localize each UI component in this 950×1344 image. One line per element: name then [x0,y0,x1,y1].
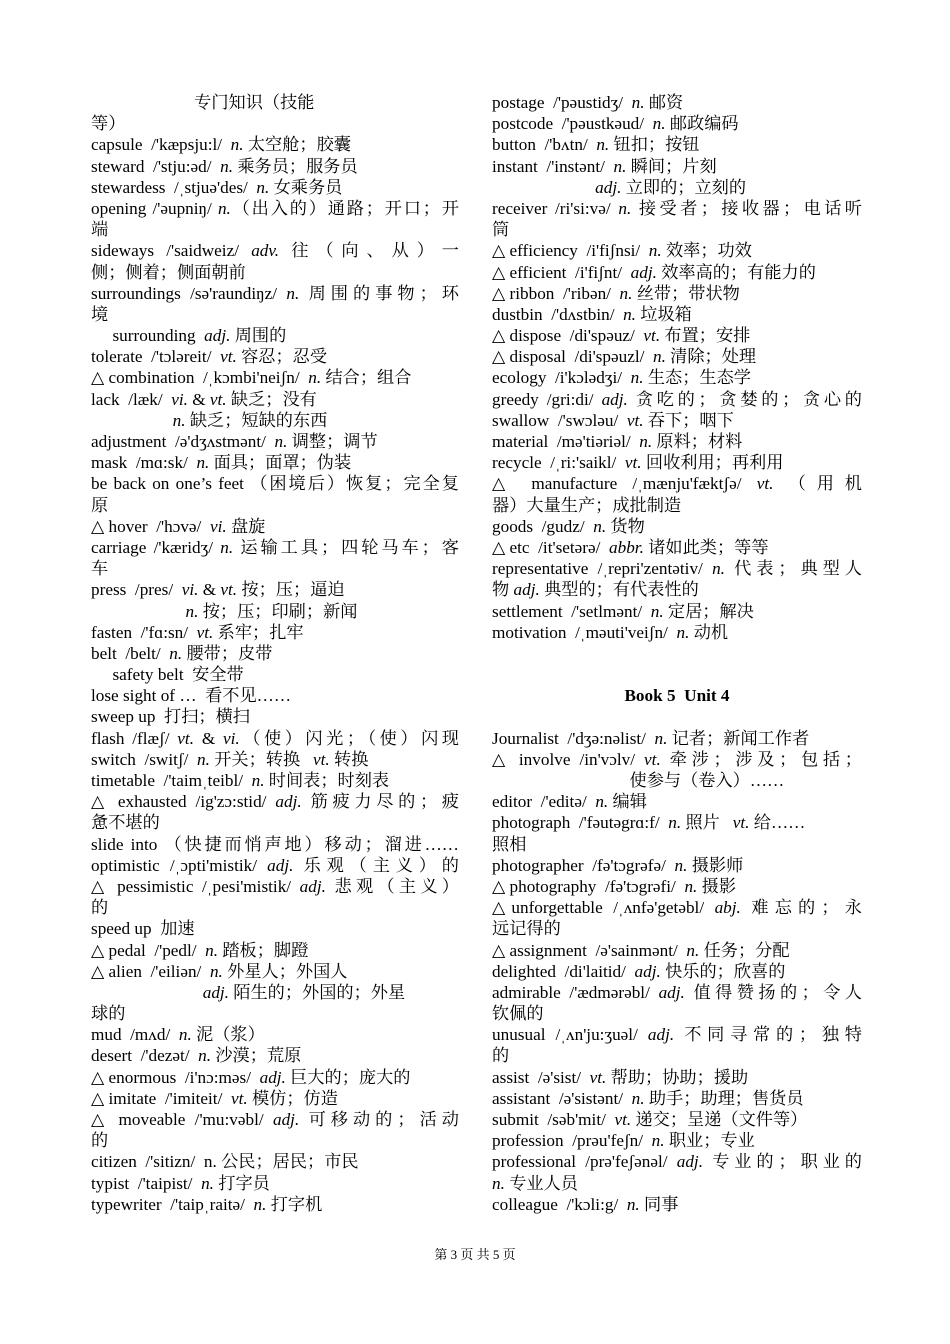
vocab-line: greedy /gri:di/ adj. 贪吃的；贪婪的；贪心的 [492,389,862,409]
vocab-line: goods /gudz/ n. 货物 [492,516,645,536]
vocab-line: 端 [91,220,109,240]
vocab-line: assist /ə'sist/ vt. 帮助；协助；援助 [492,1067,749,1087]
vocab-line: △unforgettable /ˌʌnfə'getəbl/ abj. 难忘的；永 [492,898,862,918]
vocab-line: capsule /'kæpsju:l/ n. 太空舱；胶囊 [91,135,351,155]
vocab-line: receiver /ri'si:və/ n. 接受者；接收器；电话听 [492,198,862,218]
vocab-line: ecology /i'kɔlədʒi/ n. 生态；生态学 [492,368,751,388]
vocab-line: motivation /ˌməuti'veiʃn/ n. 动机 [492,622,729,642]
vocab-line: delighted /di'laitid/ adj. 快乐的；欣喜的 [492,961,786,981]
vocab-line: fasten /'fɑ:sn/ vt. 系牢；扎牢 [91,622,304,642]
vocab-line: 车 [91,559,109,579]
vocab-line: △ hover /'hɔvə/ vi. 盘旋 [91,516,266,536]
vocab-line: 筒 [492,220,510,240]
vocab-line: 专门知识（技能 [91,93,315,112]
vocab-line: belt /belt/ n. 腰带；皮带 [91,643,273,663]
vocab-line: surroundings /sə'raundiŋz/ n. 周围的事物；环 [91,283,459,303]
vocab-line: △ involve /in'vɔlv/ vt. 牵涉；涉及；包括； [492,749,862,769]
vocab-line: 物 adj. 典型的；有代表性的 [492,580,699,600]
vocab-line [492,643,862,664]
vocab-line: 远记得的 [492,919,561,939]
vocab-line: △ dispose /di'spəuz/ vt. 布置；安排 [492,326,751,346]
vocab-line: desert /'dezət/ n. 沙漠；荒原 [91,1046,302,1066]
vocab-line: submit /səb'mit/ vt. 递交；呈递（文件等） [492,1110,808,1129]
vocab-line: profession /prəu'feʃn/ n. 职业；专业 [492,1131,755,1151]
vocab-line: mask /mɑ:sk/ n. 面具；面罩；伪装 [91,453,352,473]
vocab-line: △ pessimistic /ˌpesi'mistik/ adj. 悲观（主义） [91,876,459,896]
vocab-line: unusual /ˌʌn'ju:ʒuəl/ adj. 不同寻常的；独特 [492,1025,862,1045]
vocab-line: optimistic /ˌɔpti'mistik/ adj. 乐观（主义）的 [91,855,459,875]
vocab-line: press /pres/ vi. & vt. 按；压；逼迫 [91,580,345,600]
vocab-line: △ disposal /di'spəuzl/ n. 清除；处理 [492,347,757,367]
vocab-line: △ assignment /ə'sainmənt/ n. 任务；分配 [492,940,790,960]
vocab-line: sweep up 打扫；横扫 [91,707,250,727]
vocab-line: 器）大量生产；成批制造 [492,495,682,515]
vocab-line: n. 缺乏；短缺的东西 [172,410,328,430]
page-footer: 第 3 页 共 5 页 [434,1247,516,1262]
vocab-line: 侧；侧着；侧面朝前 [91,262,246,282]
vocab-line: material /mə'tiəriəl/ n. 原料；材料 [492,432,743,451]
vocab-line: △ etc /it'setərə/ abbr. 诸如此类；等等 [492,537,769,557]
vocab-line: dustbin /'dʌstbin/ n. 垃圾箱 [492,304,692,324]
vocab-line: representative /ˌrepri'zentətiv/ n. 代表；典型人 [492,559,862,579]
vocab-line: button /'bʌtn/ n. 钮扣；按钮 [492,135,700,155]
vocab-line: photograph /'fəutəgrɑ:f/ n. 照片 vt. 给…… [492,813,806,833]
vocab-line: △ manufacture /ˌmænju'fæktʃə/ vt. （用机 [492,474,862,494]
vocab-line: △ photography /fə'tɔgrəfi/ n. 摄影 [492,876,737,896]
vocab-line: △ efficient /i'fiʃnt/ adj. 效率高的；有能力的 [492,262,816,282]
vocab-line: △ imitate /'imiteit/ vt. 模仿；仿造 [91,1088,338,1108]
vocab-line: △ efficiency /i'fiʃnsi/ n. 效率；功效 [492,241,752,261]
vocab-line: 境 [91,304,109,324]
vocab-line: △ combination /ˌkɔmbi'neiʃn/ n. 结合；组合 [91,368,412,388]
vocab-line: sideways /'saidweiz/ adv. 往（向、从）一 [91,241,459,261]
vocab-line: speed up 加速 [91,919,195,939]
vocab-line: 使参与（卷入）…… [492,771,785,790]
vocab-line: slide into （快捷而悄声地）移动；溜进…… [91,834,459,854]
vocab-line: △ exhausted /ig'zɔ:stid/ adj. 筋疲力尽的；疲 [91,792,459,812]
vocab-line: citizen /'sitizn/ n. 公民；居民；市民 [91,1152,359,1172]
vocab-line: settlement /'setlmənt/ n. 定居；解决 [492,601,754,621]
vocab-line: △ alien /'eiliən/ n. 外星人；外国人 [91,961,348,981]
vocab-line: △ enormous /i'nɔ:məs/ adj. 巨大的；庞大的 [91,1067,411,1087]
vocab-line: adj. 立即的；立刻的 [595,177,747,197]
vocab-line: admirable /'ædmərəbl/ adj. 值得赞扬的；令人 [492,982,862,1002]
vocab-line: 原 [91,495,109,515]
vocab-line [492,664,862,685]
vocab-line: switch /switʃ/ n. 开关；转换 vt. 转换 [91,749,369,769]
vocab-line: instant /'instənt/ n. 瞬间；片刻 [492,156,717,176]
vocab-line: timetable /'taimˌteibl/ n. 时间表；时刻表 [91,771,390,790]
vocab-line: lack /læk/ vi. & vt. 缺乏；没有 [91,389,317,409]
right-column [492,92,862,1215]
vocab-line: assistant /ə'sistənt/ n. 助手；助理；售货员 [492,1088,804,1108]
vocab-line: steward /'stju:əd/ n. 乘务员；服务员 [91,156,358,176]
vocab-line: be back on one’s feet （困境后）恢复；完全复 [91,474,459,494]
vocab-line: △ ribbon /'ribən/ n. 丝带；带状物 [492,283,740,303]
vocab-line: photographer /fə'tɔgrəfə/ n. 摄影师 [492,855,744,875]
vocab-line: n. 按；压；印刷；新闻 [185,601,358,621]
vocab-line: adjustment /ə'dʒʌstmənt/ n. 调整；调节 [91,432,378,451]
vocab-line: △ pedal /'pedl/ n. 踏板；脚蹬 [91,940,309,960]
vocab-line: 等） [91,114,126,134]
vocab-line: surrounding adj. 周围的 [91,326,287,346]
vocab-line: editor /'editə/ n. 编辑 [492,792,647,812]
vocab-line: mud /mʌd/ n. 泥（浆） [91,1025,265,1045]
vocab-line: colleague /'kɔli:g/ n. 同事 [492,1194,679,1214]
vocab-line: carriage /'kæridʒ/ n. 运输工具；四轮马车；客 [91,537,459,557]
section-heading: Book 5 Unit 4 [624,686,730,706]
vocab-line: recycle /ˌri:'saikl/ vt. 回收利用；再利用 [492,453,784,473]
vocab-line: 的 [91,898,109,918]
vocab-line: swallow /'swɔləu/ vt. 吞下；咽下 [492,410,734,430]
vocab-line: 球的 [91,1004,126,1024]
vocab-line: professional /prə'feʃənəl/ adj. 专业的；职业的 [492,1152,862,1172]
left-column [91,92,459,1215]
vocab-line: adj. 陌生的；外国的；外星 [202,982,406,1002]
vocab-line: Journalist /'dʒə:nəlist/ n. 记者；新闻工作者 [492,728,810,748]
vocab-line: postage /'pəustidʒ/ n. 邮资 [492,93,684,112]
vocab-line: 照相 [492,834,527,854]
vocab-line: n. 专业人员 [492,1173,578,1193]
vocab-line: typist /'taipist/ n. 打字员 [91,1173,270,1193]
vocab-line: △ moveable /'mu:vəbl/ adj. 可移动的；活动 [91,1110,459,1129]
vocab-line: postcode /'pəustkəud/ n. 邮政编码 [492,114,739,134]
vocab-line: flash /flæʃ/ vt. & vi.（使）闪光；（使）闪现 [91,728,459,748]
vocab-line: 的 [91,1131,109,1151]
vocab-line: typewriter /'taipˌraitə/ n. 打字机 [91,1194,323,1214]
vocab-line: 惫不堪的 [91,813,160,833]
vocab-line: 钦佩的 [492,1004,544,1024]
vocab-line: opening /'əupniŋ/ n.（出入的）通路；开口；开 [91,198,459,218]
vocab-line: tolerate /'tɔləreit/ vt. 容忍；忍受 [91,347,328,367]
vocab-line: lose sight of … 看不见…… [91,686,292,706]
vocab-line: stewardess /ˌstjuə'des/ n. 女乘务员 [91,177,343,197]
vocab-line [492,706,862,727]
vocab-line: 的 [492,1046,510,1066]
vocab-line: safety belt 安全带 [91,665,244,685]
